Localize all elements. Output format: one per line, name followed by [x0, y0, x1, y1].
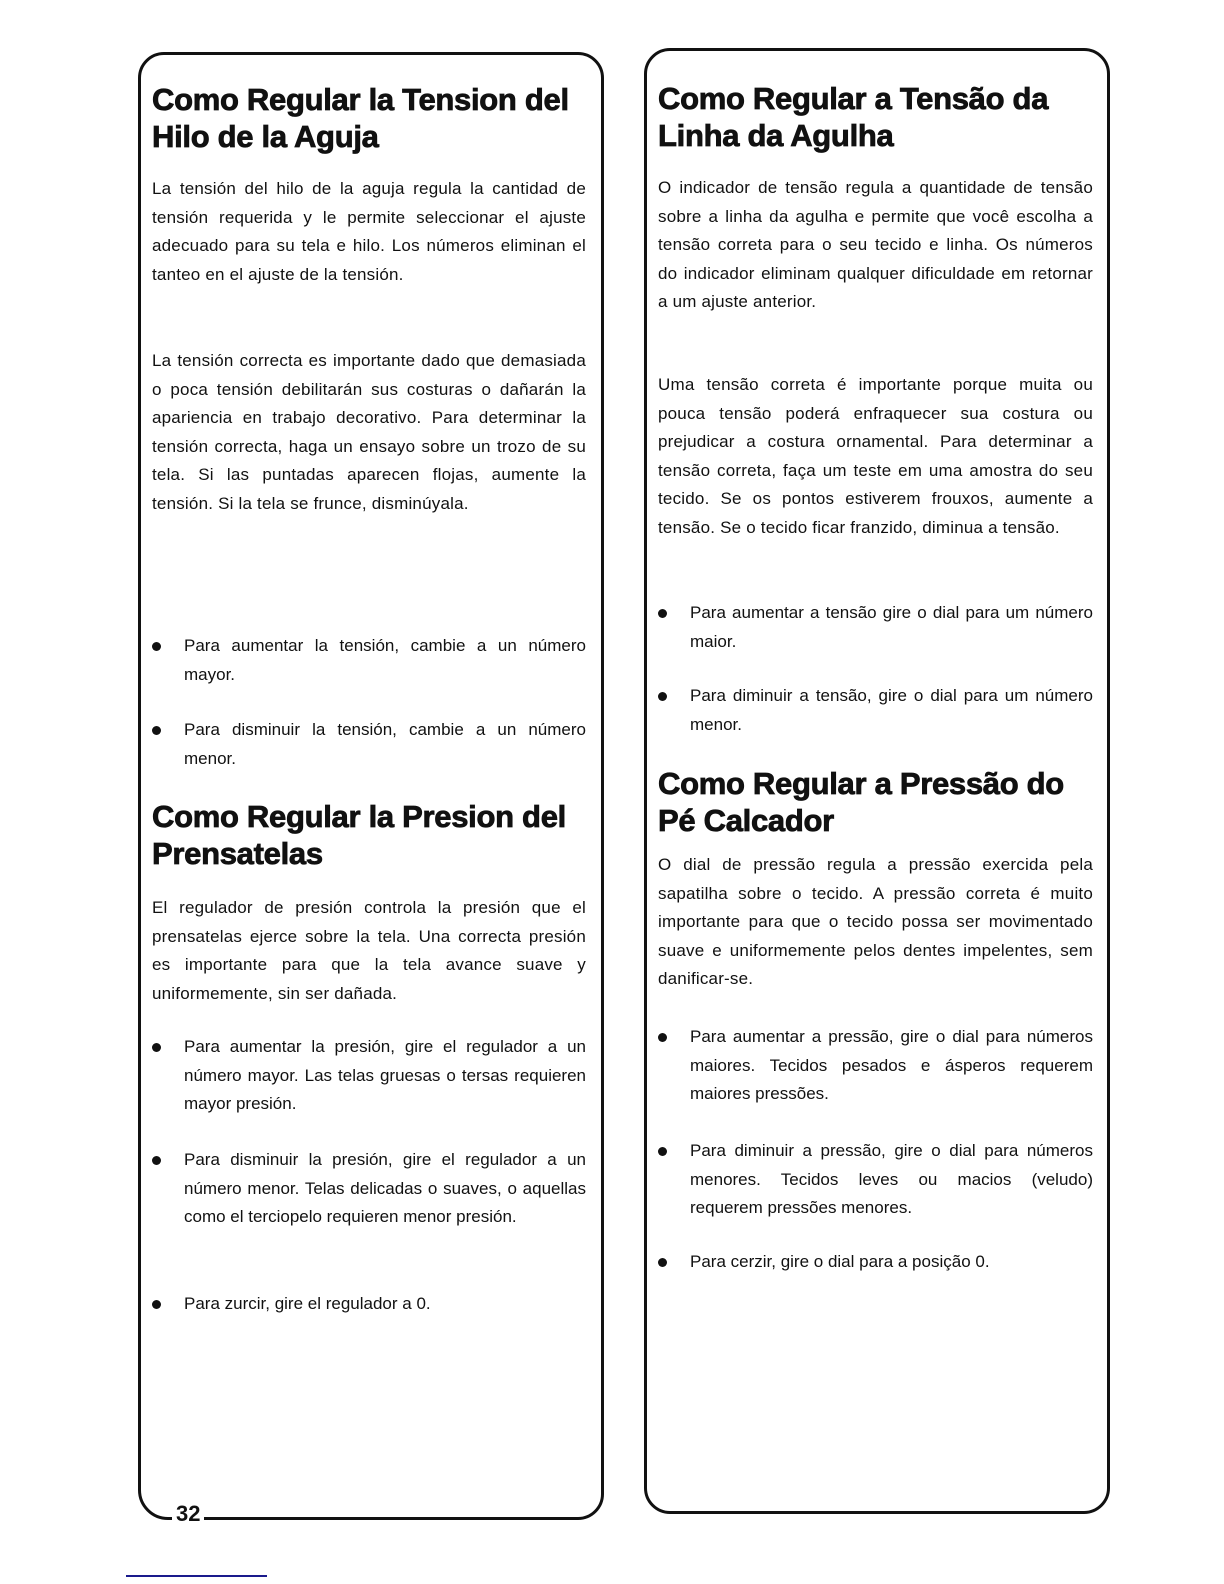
- bullet-icon: [658, 609, 667, 618]
- bullet-text: Para disminuir la presión, gire el regulador a un número menor. Telas delicadas o suaves, o aquellas como el terciopelo requieren menor presión.: [184, 1150, 586, 1226]
- heading-pressure-es: Como Regular la Presion del Prensatelas: [152, 799, 566, 871]
- bullet-icon: [152, 1300, 161, 1309]
- bullet-text: Para aumentar la presión, gire el regulador a un número mayor. Las telas gruesas o tersas requieren mayor presión.: [184, 1037, 586, 1113]
- bullet-icon: [152, 1043, 161, 1052]
- paragraph: O indicador de tensão regula a quantidade de tensão sobre a linha da agulha e permite que você escolha a tensão correta para o seu tecido e linha. Os números do indicador eliminam qualquer dificuldade em retornar a um ajuste anterior.: [658, 178, 1093, 311]
- bullet-item: [690, 1248, 1093, 1277]
- page-number: 32: [172, 1501, 204, 1527]
- bullet-icon: [658, 692, 667, 701]
- bullet-icon: [658, 1033, 667, 1042]
- bullet-text: Para aumentar a tensão gire o dial para um número maior.: [690, 603, 1093, 651]
- paragraph: Uma tensão correta é importante porque muita ou pouca tensão poderá enfraquecer sua costura ou prejudicar a costura ornamental. Para determinar a tensão correta, faça um teste em uma amostra do seu tecido. Se os pontos estiverem frouxos, aumente a tensão. Se o tecido ficar franzido, diminua a tensão.: [658, 375, 1093, 537]
- bullet-item: [690, 599, 1093, 656]
- bullet-item: [184, 1033, 586, 1119]
- bullet-text: Para aumentar la tensión, cambie a un número mayor.: [184, 636, 586, 684]
- heading-pressure-pt: Como Regular a Pressão do Pé Calcador: [658, 766, 1064, 838]
- paragraph: O dial de pressão regula a pressão exercida pela sapatilha sobre o tecido. A pressão correta é muito importante para que o tecido possa ser movimentado suave e uniformemente pelos dentes impelentes, sem danificar-se.: [658, 855, 1093, 988]
- bullet-text: Para aumentar a pressão, gire o dial para números maiores. Tecidos pesados e ásperos requerem maiores pressões.: [690, 1027, 1093, 1103]
- bullet-text: Para cerzir, gire o dial para a posição 0.: [690, 1252, 990, 1271]
- bullet-icon: [658, 1147, 667, 1156]
- paragraph: La tensión correcta es importante dado que demasiada o poca tensión debilitarán sus costuras o dañarán la apariencia en trabajo decorativo. Para determinar la tensión correcta, haga un ensayo sobre un trozo de su tela. Si las puntadas aparecen flojas, aumente la tensión. Si la tela se frunce, disminúyala.: [152, 351, 586, 513]
- bullet-text: Para diminuir a tensão, gire o dial para um número menor.: [690, 686, 1093, 734]
- bullet-icon: [152, 1156, 161, 1165]
- paragraph: La tensión del hilo de la aguja regula la cantidad de tensión requerida y le permite seleccionar el ajuste adecuado para su tela e hilo. Los números eliminan el tanteo en el ajuste de la tensión.: [152, 179, 586, 284]
- bullet-text: Para diminuir a pressão, gire o dial para números menores. Tecidos leves ou macios (veludo) requerem pressões menores.: [690, 1141, 1093, 1217]
- heading-tension-es: Como Regular la Tension del Hilo de la Aguja: [152, 82, 569, 154]
- bullet-item: [184, 1146, 586, 1232]
- bullet-item: [690, 1023, 1093, 1109]
- bullet-icon: [152, 642, 161, 651]
- bullet-text: Para zurcir, gire el regulador a 0.: [184, 1294, 431, 1313]
- paragraph: El regulador de presión controla la presión que el prensatelas ejerce sobre la tela. Una correcta presión es importante para que la tela avance suave y uniformemente, sin ser dañada.: [152, 898, 586, 1003]
- heading-tension-pt: Como Regular a Tensão da Linha da Agulha: [658, 81, 1049, 153]
- bullet-item: [690, 682, 1093, 739]
- bullet-text: Para disminuir la tensión, cambie a un número menor.: [184, 720, 586, 768]
- bullet-item: [184, 1290, 586, 1319]
- bullet-item: [690, 1137, 1093, 1223]
- bullet-item: [184, 632, 586, 689]
- bullet-icon: [658, 1258, 667, 1267]
- bullet-icon: [152, 726, 161, 735]
- divider-line: [126, 1575, 267, 1577]
- bullet-item: [184, 716, 586, 773]
